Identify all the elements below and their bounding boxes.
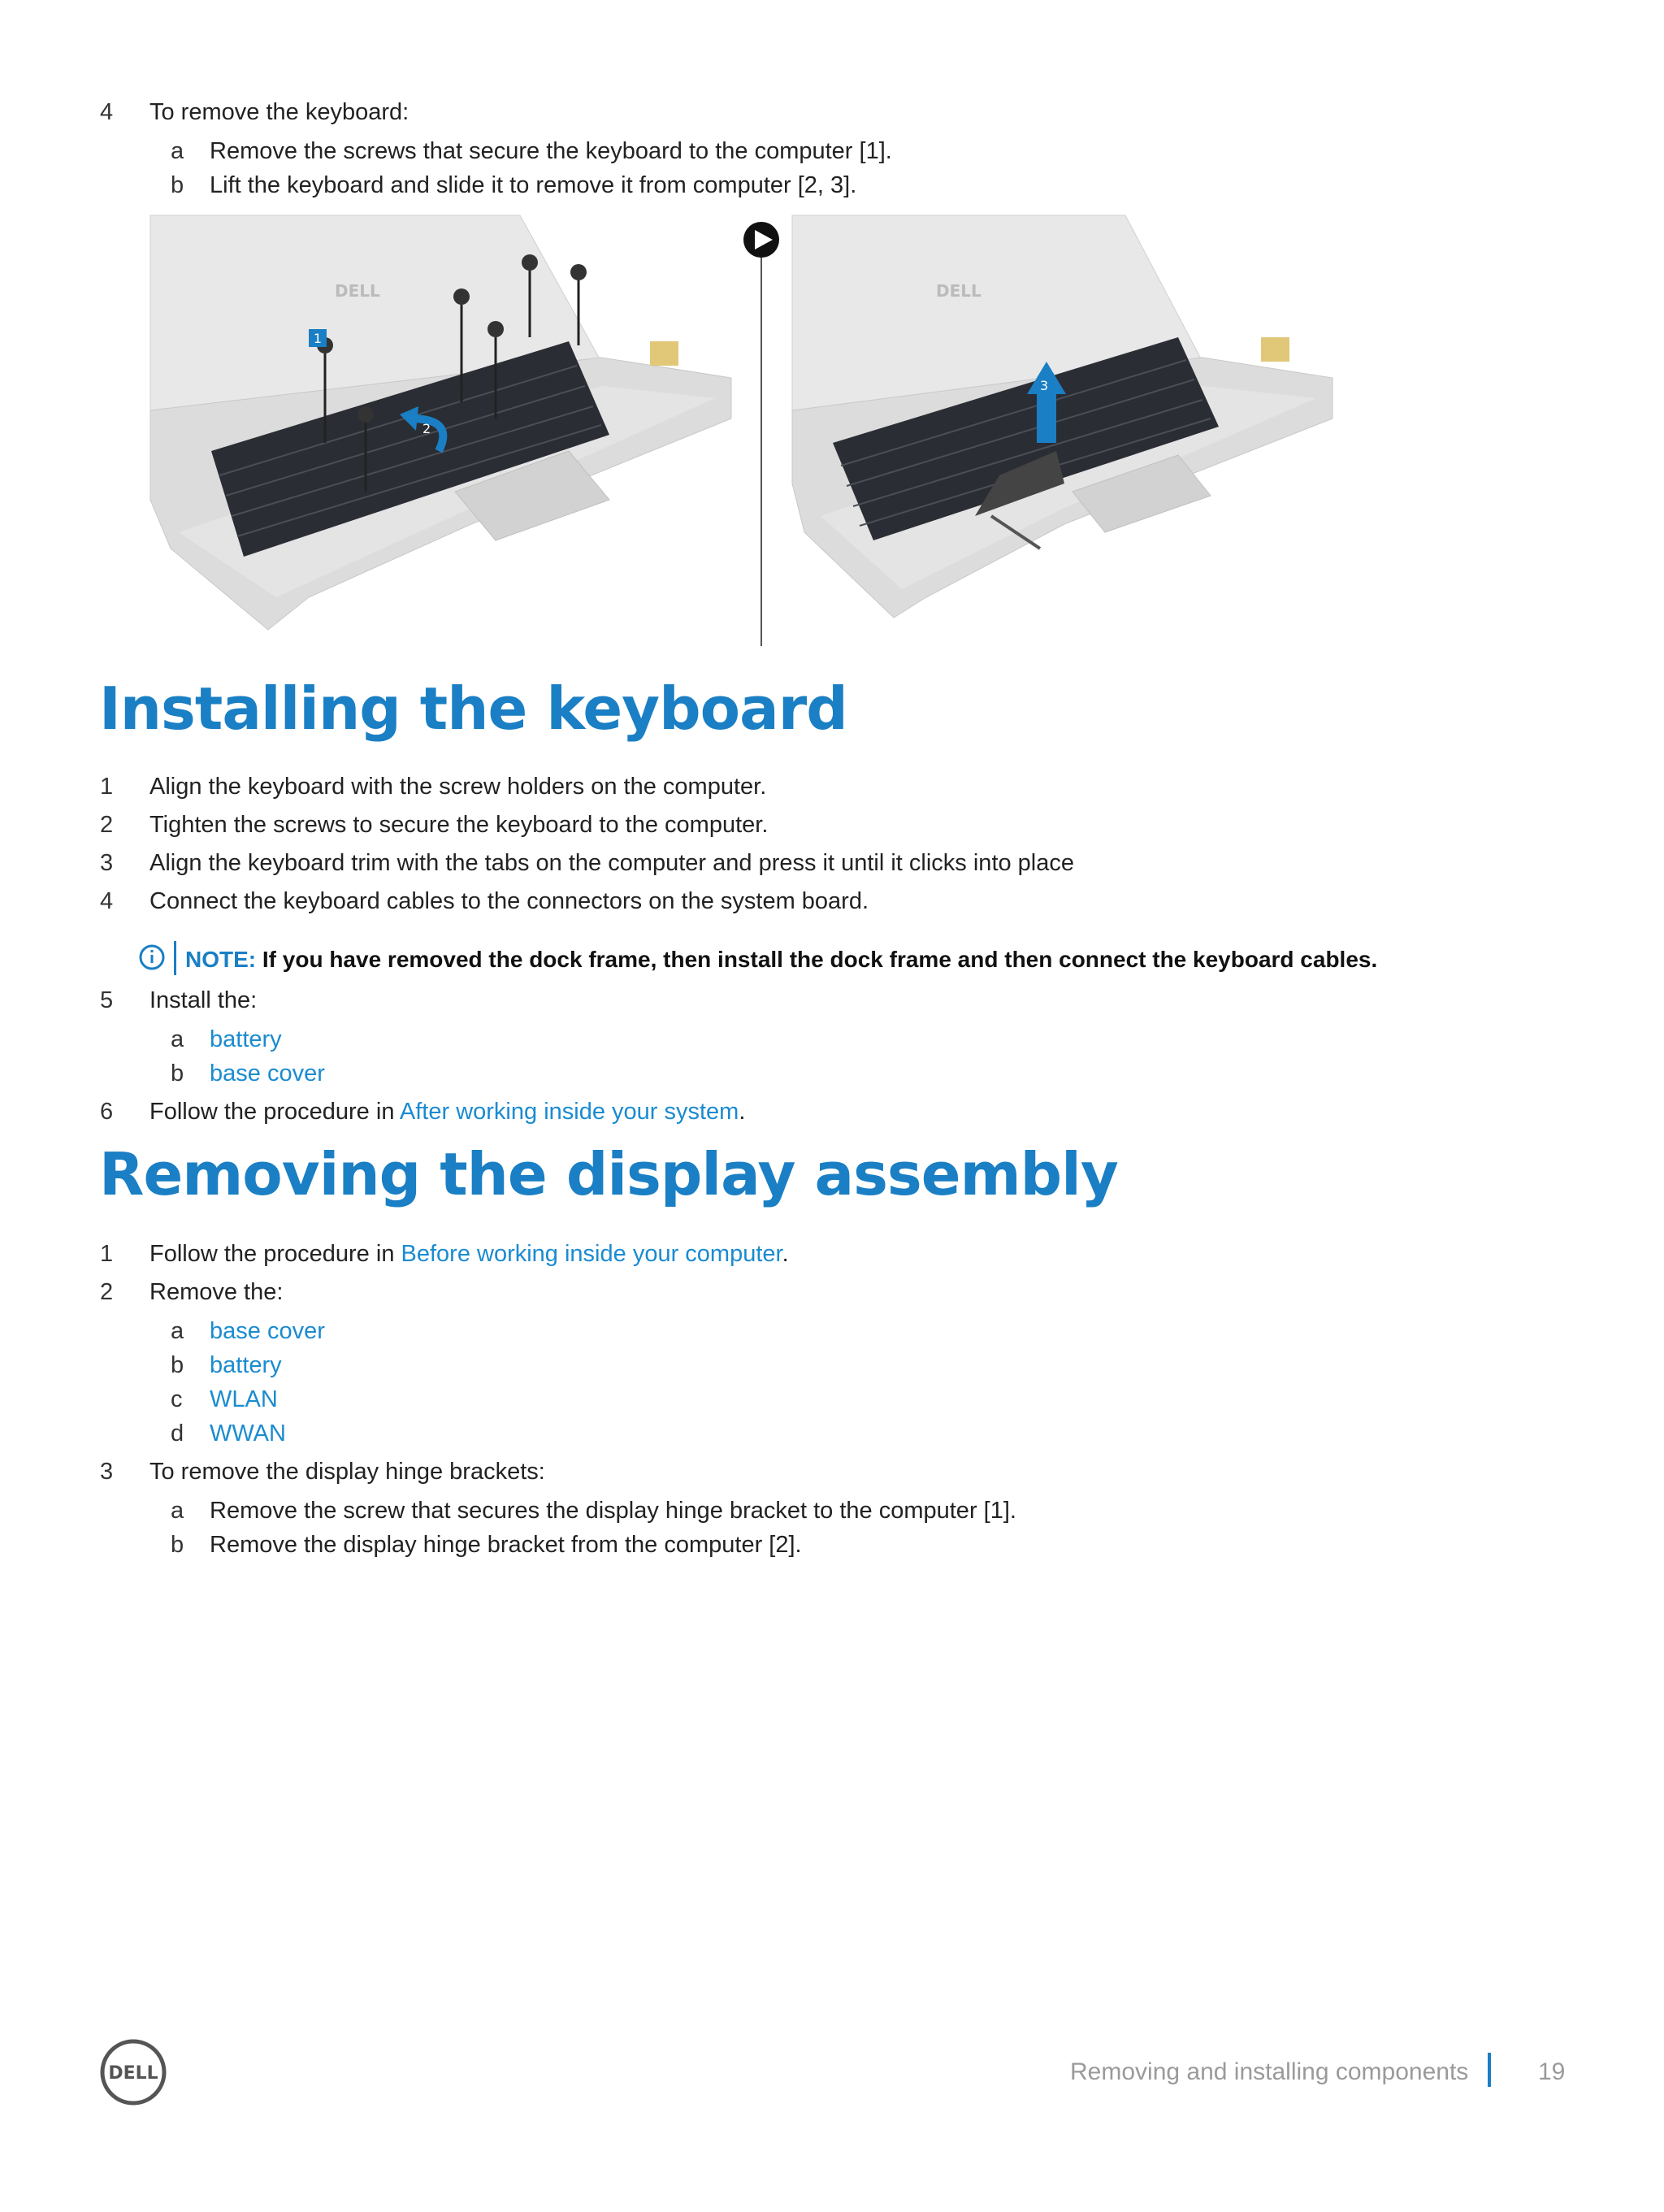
step-text-prefix: Follow the procedure in	[150, 1099, 400, 1125]
step-text: To remove the keyboard:	[150, 99, 410, 125]
substep-letter: c	[171, 1386, 183, 1412]
substep-text: Remove the screws that secure the keyboard to the computer [1].	[210, 138, 892, 164]
step-text: Install the:	[150, 987, 258, 1013]
info-icon	[138, 943, 167, 972]
step-text-prefix: Follow the procedure in	[150, 1241, 401, 1267]
step-text	[150, 1099, 745, 1126]
footer-divider	[1488, 2053, 1491, 2087]
step-text: Align the keyboard trim with the tabs on the computer and press it until it clicks into place	[150, 850, 1075, 876]
substep-letter: b	[171, 1352, 184, 1378]
step-text: Remove the:	[150, 1279, 284, 1305]
laptop-right-illustration	[792, 215, 1332, 618]
substep-letter: a	[171, 1026, 184, 1052]
page-number: 19	[1538, 2058, 1566, 2085]
note	[185, 947, 1377, 973]
substep-letter: a	[171, 138, 184, 164]
callout-3: 3	[1040, 378, 1049, 393]
callout-2: 2	[422, 421, 431, 436]
play-arrow-icon	[743, 222, 779, 258]
note-label: NOTE:	[185, 947, 257, 972]
link-base-cover[interactable]: base cover	[210, 1060, 325, 1086]
substep-text: Remove the screw that secures the display hinge bracket to the computer [1].	[210, 1498, 1016, 1524]
keyboard-removal-figure	[146, 207, 1357, 654]
substep-letter: b	[171, 172, 184, 198]
link-battery[interactable]: battery	[210, 1026, 282, 1052]
link-battery[interactable]: battery	[210, 1352, 282, 1378]
step-number: 2	[100, 812, 114, 838]
section-heading-installing-keyboard: Installing the keyboard	[99, 674, 847, 743]
step-text: To remove the display hinge brackets:	[150, 1459, 545, 1485]
note-divider	[174, 941, 176, 975]
section-heading-removing-display: Removing the display assembly	[99, 1140, 1118, 1208]
step-number: 4	[100, 99, 114, 125]
substep-text: Lift the keyboard and slide it to remove it from computer [2, 3].	[210, 172, 857, 198]
link-base-cover[interactable]: base cover	[210, 1318, 325, 1344]
step-text	[150, 1241, 789, 1268]
callout-1: 1	[313, 331, 323, 346]
step-text-suffix: .	[739, 1099, 746, 1125]
step-text: Connect the keyboard cables to the connectors on the system board.	[150, 888, 869, 914]
substep-letter: b	[171, 1532, 184, 1558]
step-number: 1	[100, 1241, 114, 1267]
laptop-left-illustration	[150, 215, 731, 630]
step-number: 4	[100, 888, 114, 914]
dell-logo	[99, 2038, 167, 2106]
substep-letter: a	[171, 1318, 184, 1344]
dell-lid-logo: DELL	[335, 281, 380, 301]
dell-logo-text: DELL	[108, 2063, 158, 2084]
step-number: 1	[100, 774, 114, 800]
step-number: 3	[100, 850, 114, 876]
link-before-working-inside[interactable]: Before working inside your computer	[401, 1241, 782, 1267]
step-number: 2	[100, 1279, 114, 1305]
substep-letter: d	[171, 1420, 184, 1446]
step-text: Align the keyboard with the screw holders on the computer.	[150, 774, 767, 800]
step-text-suffix: .	[782, 1241, 789, 1267]
step-number: 6	[100, 1099, 114, 1125]
step-number: 3	[100, 1459, 114, 1485]
link-after-working-inside[interactable]: After working inside your system	[399, 1099, 739, 1125]
link-wwan[interactable]: WWAN	[210, 1420, 286, 1446]
step-number: 5	[100, 987, 114, 1013]
dell-lid-logo: DELL	[936, 281, 982, 301]
substep-letter: b	[171, 1060, 184, 1086]
link-wlan[interactable]: WLAN	[210, 1386, 278, 1412]
step-text: Tighten the screws to secure the keyboard to the computer.	[150, 812, 769, 838]
substep-text: Remove the display hinge bracket from the computer [2].	[210, 1532, 802, 1558]
substep-letter: a	[171, 1498, 184, 1524]
note-text: If you have removed the dock frame, then install the dock frame and then connect the keyboard cables.	[262, 947, 1378, 972]
footer-section-title: Removing and installing components	[1070, 2058, 1469, 2085]
